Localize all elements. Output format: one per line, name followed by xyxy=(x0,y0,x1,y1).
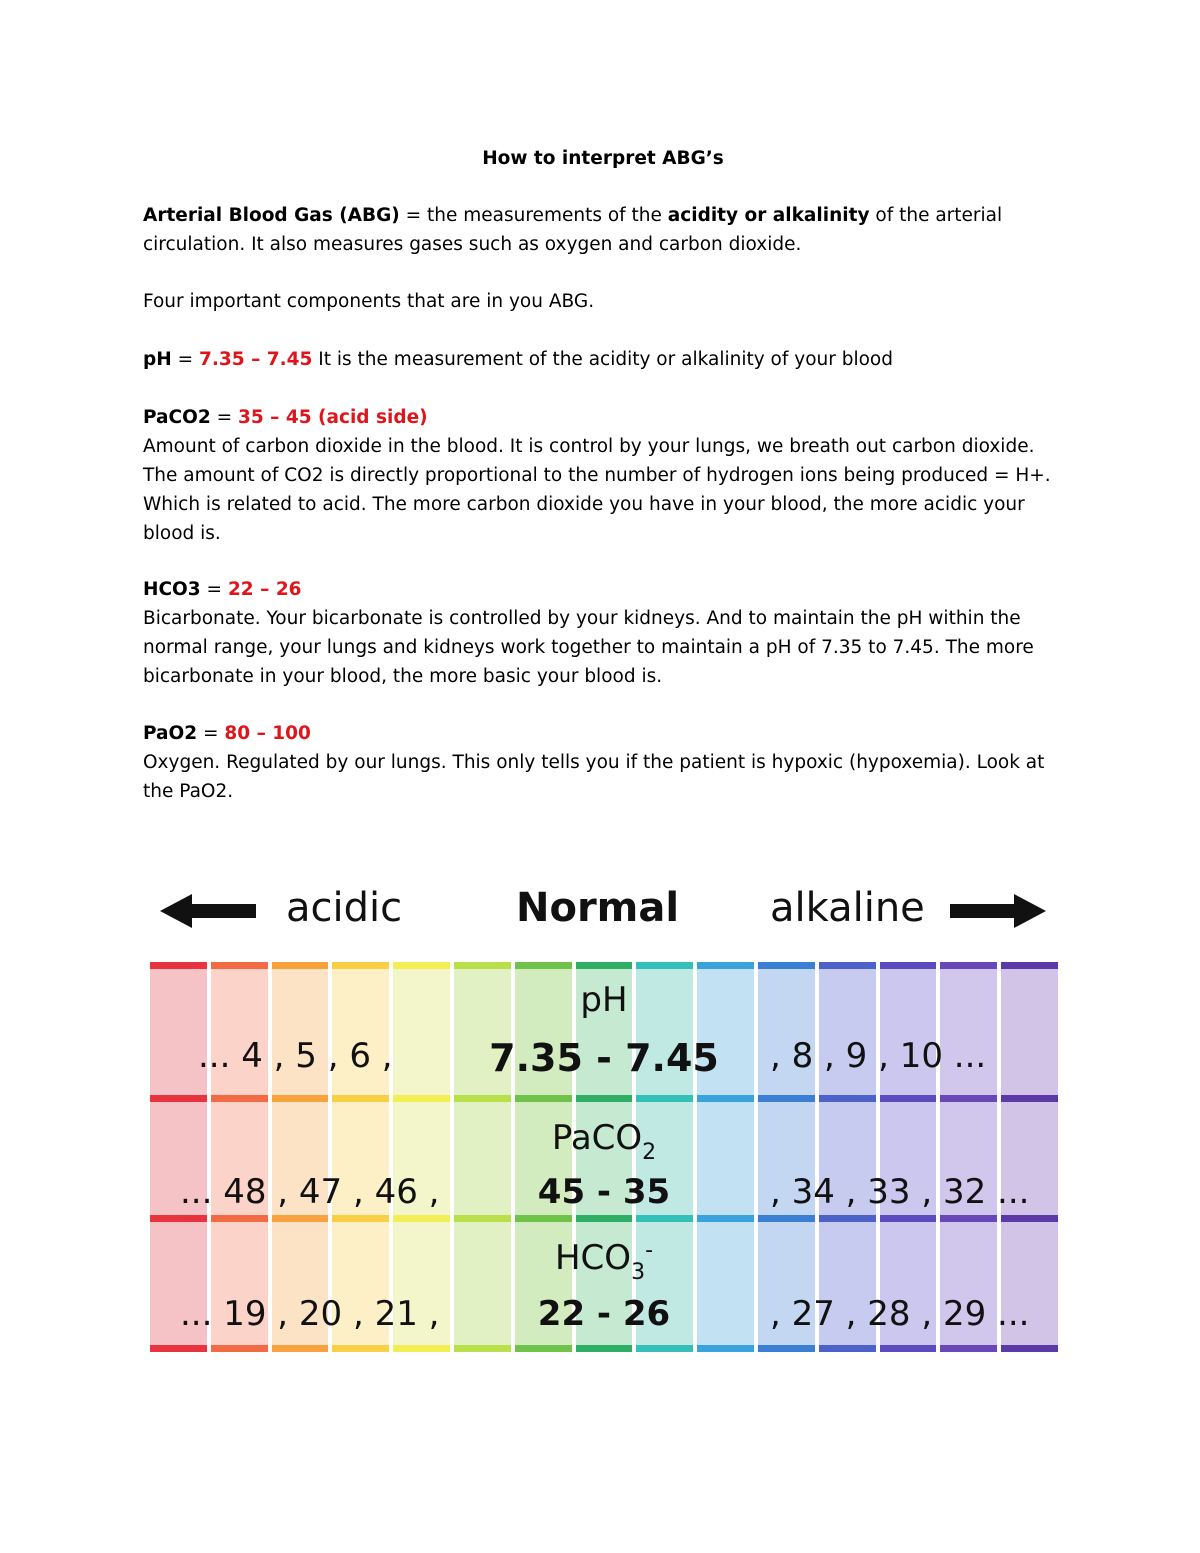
scale-column-band xyxy=(272,1345,329,1352)
scale-column-band xyxy=(880,1345,937,1352)
ph-eq: = xyxy=(171,349,199,370)
scale-column-band xyxy=(636,1095,693,1102)
pao2-eq: = xyxy=(197,723,225,744)
scale-column-band xyxy=(332,962,389,969)
scale-column-band xyxy=(211,962,268,969)
scale-column-band xyxy=(393,1345,450,1352)
scale-column-band xyxy=(697,1215,754,1222)
pao2-section xyxy=(143,719,1063,806)
ph-scale-alkaline-values: , 8 , 9 , 10 ... xyxy=(770,1036,987,1076)
scale-column-band xyxy=(758,1215,815,1222)
scale-column-band xyxy=(819,1345,876,1352)
scale-column-band xyxy=(454,1095,511,1102)
page-title: How to interpret ABG’s xyxy=(482,148,724,169)
scale-column-band xyxy=(636,1215,693,1222)
ph-section xyxy=(143,345,1063,374)
abg-term: Arterial Blood Gas (ABG) xyxy=(143,205,400,226)
scale-column-band xyxy=(515,1095,572,1102)
scale-column-band xyxy=(940,1095,997,1102)
scale-column-band xyxy=(819,962,876,969)
scale-column-band xyxy=(515,1215,572,1222)
scale-column-band xyxy=(758,1095,815,1102)
scale-column-band xyxy=(940,962,997,969)
intro-paragraph xyxy=(143,201,1063,259)
scale-column-band xyxy=(576,1095,633,1102)
scale-column-band xyxy=(880,1095,937,1102)
hco3-scale-normal-range: 22 - 26 xyxy=(537,1294,671,1334)
scale-column-band xyxy=(819,1215,876,1222)
scale-column-band xyxy=(150,1095,207,1102)
ph-scale-acidic-values: ... 4 , 5 , 6 , xyxy=(198,1036,393,1076)
scale-column-band xyxy=(1001,1345,1058,1352)
scale-column-band xyxy=(880,1215,937,1222)
ph-scale-label: pH xyxy=(580,980,628,1020)
paco2-scale-label: PaCO$_2$ xyxy=(551,1118,657,1165)
paco2-scale-alkaline-values: , 34 , 33 , 32 ... xyxy=(770,1172,1030,1212)
scale-column-band xyxy=(1001,1215,1058,1222)
hco3-desc: Bicarbonate. Your bicarbonate is controlled by your kidneys. And to maintain the pH within the normal range, your lungs and kidneys work together to maintain a pH of 7.35 to 7.45. The more bicarbonate in your blood, the more basic your blood is. xyxy=(143,608,1034,687)
scale-column-band xyxy=(393,1095,450,1102)
hco3-scale-acidic-values: ... 19 , 20 , 21 , xyxy=(180,1294,440,1334)
scale-column-band xyxy=(150,1215,207,1222)
scale-column-band xyxy=(697,1095,754,1102)
scale-column-band xyxy=(940,1345,997,1352)
ph-range: 7.35 – 7.45 xyxy=(199,349,313,370)
scale-column-band xyxy=(272,1095,329,1102)
paco2-name: PaCO2 xyxy=(143,407,211,428)
intro-text-b: acidity or alkalinity xyxy=(667,205,870,226)
scale-column-band xyxy=(819,1095,876,1102)
intro-text-c: of the arterial circulation. It also measures gases such as oxygen and carbon dioxide. xyxy=(143,205,1003,255)
scale-column-band xyxy=(1001,1095,1058,1102)
scale-column-band xyxy=(454,962,511,969)
scale-column-band xyxy=(758,1345,815,1352)
ph-scale-normal-range: 7.35 - 7.45 xyxy=(489,1036,719,1080)
alkaline-label: alkaline xyxy=(770,885,925,931)
scale-column-band xyxy=(150,1345,207,1352)
ph-name: pH xyxy=(143,349,172,370)
scale-column-band xyxy=(576,1215,633,1222)
scale-column-band xyxy=(576,1345,633,1352)
paco2-scale-normal-range: 45 - 35 xyxy=(537,1172,671,1212)
scale-column-band xyxy=(454,1345,511,1352)
intro-text-a: = the measurements of the xyxy=(399,205,668,226)
scale-column-band xyxy=(880,962,937,969)
ph-desc: It is the measurement of the acidity or alkalinity of your blood xyxy=(312,349,893,370)
hco3-section xyxy=(143,575,1063,691)
paco2-range: 35 – 45 (acid side) xyxy=(238,407,428,428)
paco2-desc: Amount of carbon dioxide in the blood. It is control by your lungs, we breath out carbon dioxide. The amount of CO2 is directly proportional to the number of hydrogen ions being produced = H+. Which is related to acid. The more carbon dioxide you have in your blood, the more acidic your blood is. xyxy=(143,436,1051,544)
hco3-eq: = xyxy=(200,579,228,600)
scale-column-band xyxy=(697,962,754,969)
hco3-name: HCO3 xyxy=(143,579,201,600)
scale-column-band xyxy=(393,1215,450,1222)
paco2-scale-acidic-values: ... 48 , 47 , 46 , xyxy=(180,1172,440,1212)
scale-column-band xyxy=(636,962,693,969)
scale-column-band xyxy=(211,1345,268,1352)
scale-column-band xyxy=(515,1345,572,1352)
scale-column-band xyxy=(272,962,329,969)
scale-column-band xyxy=(150,962,207,969)
pao2-range: 80 – 100 xyxy=(224,723,311,744)
scale-column-band xyxy=(332,1345,389,1352)
paco2-section xyxy=(143,403,1063,548)
scale-column-band xyxy=(515,962,572,969)
scale-column-band xyxy=(758,962,815,969)
scale-column-band xyxy=(211,1095,268,1102)
scale-column-band xyxy=(454,1215,511,1222)
paco2-eq: = xyxy=(210,407,238,428)
hco3-scale-alkaline-values: , 27 , 28 , 29 ... xyxy=(770,1294,1030,1334)
components-line: Four important components that are in you ABG. xyxy=(143,291,595,312)
acidic-label: acidic xyxy=(286,885,403,931)
scale-column-band xyxy=(272,1215,329,1222)
scale-column-band xyxy=(697,1345,754,1352)
scale-column-band xyxy=(1001,962,1058,969)
pao2-name: PaO2 xyxy=(143,723,198,744)
hco3-range: 22 – 26 xyxy=(227,579,302,600)
scale-column-band xyxy=(332,1095,389,1102)
scale-column-band xyxy=(636,1345,693,1352)
arrow-left-icon xyxy=(160,894,256,928)
scale-column-band xyxy=(332,1215,389,1222)
arrow-right-icon xyxy=(950,894,1046,928)
hco3-scale-label: $HCO_3^-$ xyxy=(554,1238,654,1285)
pao2-desc: Oxygen. Regulated by our lungs. This only tells you if the patient is hypoxic (hypoxemia). Look at the PaO2. xyxy=(143,752,1045,802)
scale-column-band xyxy=(393,962,450,969)
scale-column-band xyxy=(211,1215,268,1222)
scale-column-band xyxy=(576,962,633,969)
acid-base-scale-header xyxy=(150,880,1060,940)
normal-label: Normal xyxy=(516,885,680,931)
scale-column-band xyxy=(940,1215,997,1222)
